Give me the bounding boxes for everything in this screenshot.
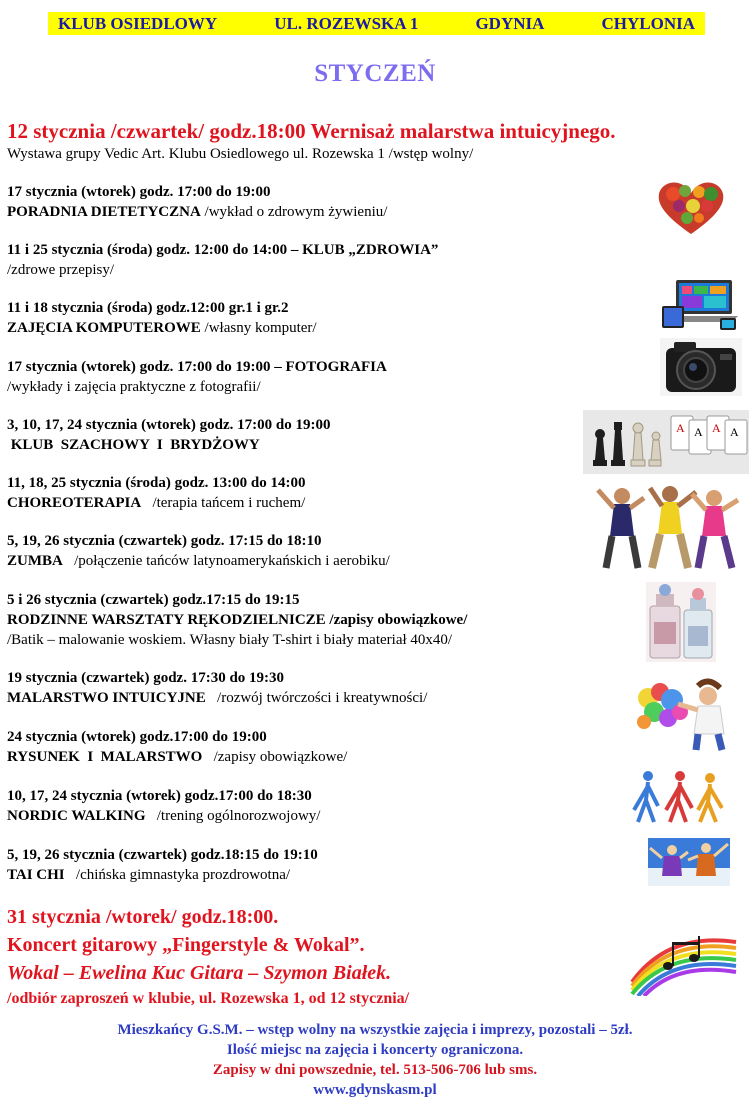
- event-when: 24 stycznia (wtorek) godz.17:00 do 19:00: [7, 729, 267, 745]
- chess-and-cards-image: [583, 410, 749, 474]
- header-street: UL. ROZEWSKA 1: [274, 14, 419, 33]
- header-city: GDYNIA: [475, 14, 545, 33]
- svg-text:A: A: [712, 421, 721, 435]
- event-when: 17 stycznia (wtorek) godz. 17:00 do 19:00: [7, 184, 271, 200]
- event-when: 17 stycznia (wtorek) godz. 17:00 do 19:00 – FOTOGRAFIA: [7, 359, 387, 375]
- event-name: MALARSTWO INTUICYJNE: [7, 690, 206, 706]
- footer-website: www.gdynskasm.pl: [313, 1082, 437, 1098]
- event-when: 5 i 26 stycznia (czwartek) godz.17:15 do 19:15: [7, 592, 300, 608]
- event-desc: /własny komputer/: [200, 320, 317, 336]
- laptop-tablet-phone-image: [660, 278, 740, 332]
- event-desc: /terapia tańcem i ruchem/: [141, 495, 306, 511]
- event-vernissage: [7, 118, 647, 164]
- event-desc: /chińska gimnastyka prozdrowotna/: [64, 867, 291, 883]
- month-title: STYCZEŃ: [314, 60, 436, 87]
- concert-date: 31 stycznia /wtorek/ godz.18:00.: [7, 906, 279, 928]
- event-desc: /trening ogólnorozwojowy/: [145, 808, 321, 824]
- music-notes-image: [628, 922, 740, 996]
- event-when: 11, 18, 25 stycznia (środa) godz. 13:00 do 14:00: [7, 475, 306, 491]
- event-when: 11 i 18 stycznia (środa) godz.12:00 gr.1 i gr.2: [7, 300, 289, 316]
- event-name: CHOREOTERAPIA: [7, 495, 142, 511]
- nordic-walkers-image: [626, 766, 730, 826]
- event-desc: /wykład o zdrowym żywieniu/: [200, 204, 388, 220]
- event-desc: /rozwój twórczości i kreatywności/: [205, 690, 428, 706]
- event-tai-chi: [7, 845, 647, 885]
- footer-entry-fee: Mieszkańcy G.S.M. – wstęp wolny na wszystkie zajęcia i imprezy, pozostali – 5zł.: [117, 1022, 633, 1038]
- event-name: KLUB SZACHOWY I BRYDŻOWY: [7, 437, 260, 453]
- event-name: ZUMBA: [7, 553, 63, 569]
- club-header-bar: [48, 12, 705, 35]
- event-name: ZAJĘCIA KOMPUTEROWE: [7, 320, 201, 336]
- concert-invitations: /odbiór zaproszeń w klubie, ul. Rozewska 1, od 12 stycznia/: [7, 990, 410, 1007]
- event-workshop: [7, 590, 647, 650]
- event-when: 19 stycznia (czwartek) godz. 17:30 do 19:30: [7, 670, 285, 686]
- concert-performers: Wokal – Ewelina Kuc Gitara – Szymon Białek.: [7, 962, 392, 984]
- event-zumba: [7, 531, 647, 571]
- footer-info: [0, 1020, 750, 1100]
- svg-text:A: A: [694, 425, 703, 439]
- svg-text:A: A: [676, 421, 685, 435]
- header-club: KLUB OSIEDLOWY: [58, 14, 218, 33]
- event-desc: /zapisy obowiązkowe/: [202, 749, 348, 765]
- event-name: NORDIC WALKING: [7, 808, 146, 824]
- footer-registration: Zapisy w dni powszednie, tel. 513-506-706 lub sms.: [212, 1062, 538, 1078]
- event-intuitive-painting: [7, 668, 647, 708]
- event-name: TAI CHI: [7, 867, 65, 883]
- event-health-club: [7, 240, 647, 280]
- event-desc: /wykłady i zajęcia praktyczne z fotografii/: [7, 379, 261, 395]
- event-desc: /połączenie tańców latynoamerykańskich i aerobiku/: [62, 553, 390, 569]
- event-photography: [7, 357, 647, 397]
- event-desc: /zdrowe przepisy/: [7, 262, 115, 278]
- event-when: 11 i 25 stycznia (środa) godz. 12:00 do 14:00 – KLUB „ZDROWIA”: [7, 242, 439, 258]
- event-when: 5, 19, 26 stycznia (czwartek) godz.18:15 do 19:10: [7, 847, 318, 863]
- svg-text:A: A: [730, 425, 739, 439]
- event-name: RYSUNEK I MALARSTWO: [7, 749, 203, 765]
- event-when: 5, 19, 26 stycznia (czwartek) godz. 17:15 do 18:10: [7, 533, 322, 549]
- tai-chi-image: [648, 838, 730, 886]
- event-chess-bridge: [7, 415, 647, 455]
- event-title: 12 stycznia /czwartek/ godz.18:00 Wernisaż malarstwa intuicyjnego.: [7, 119, 616, 143]
- event-concert: [7, 903, 647, 1011]
- event-choreotherapy: [7, 473, 647, 513]
- event-when: 10, 17, 24 stycznia (wtorek) godz.17:00 do 18:30: [7, 788, 312, 804]
- event-name: RODZINNE WARSZTATY RĘKODZIELNICZE /zapisy obowiązkowe/: [7, 612, 468, 628]
- event-name: PORADNIA DIETETYCZNA: [7, 204, 201, 220]
- camera-image: [660, 338, 742, 396]
- event-computers: [7, 298, 647, 338]
- event-extra: /Batik – malowanie woskiem. Własny biały T-shirt i biały materiał 40x40/: [7, 632, 453, 648]
- jars-image: [646, 582, 716, 662]
- event-description: Wystawa grupy Vedic Art. Klubu Osiedlowego ul. Rozewska 1 /wstęp wolny/: [7, 146, 474, 162]
- concert-title: Koncert gitarowy „Fingerstyle & Wokal”.: [7, 934, 365, 956]
- footer-limited-seats: Ilość miejsc na zajęcia i koncerty ograniczona.: [226, 1042, 524, 1058]
- event-diet: [7, 182, 647, 222]
- event-when: 3, 10, 17, 24 stycznia (wtorek) godz. 17:00 do 19:00: [7, 417, 331, 433]
- heart-of-vegetables-image: [655, 178, 727, 236]
- dancers-image: [592, 480, 742, 572]
- colorful-painter-image: [632, 678, 740, 752]
- event-drawing: [7, 727, 647, 767]
- event-nordic-walking: [7, 786, 647, 826]
- header-district: CHYLONIA: [601, 14, 695, 33]
